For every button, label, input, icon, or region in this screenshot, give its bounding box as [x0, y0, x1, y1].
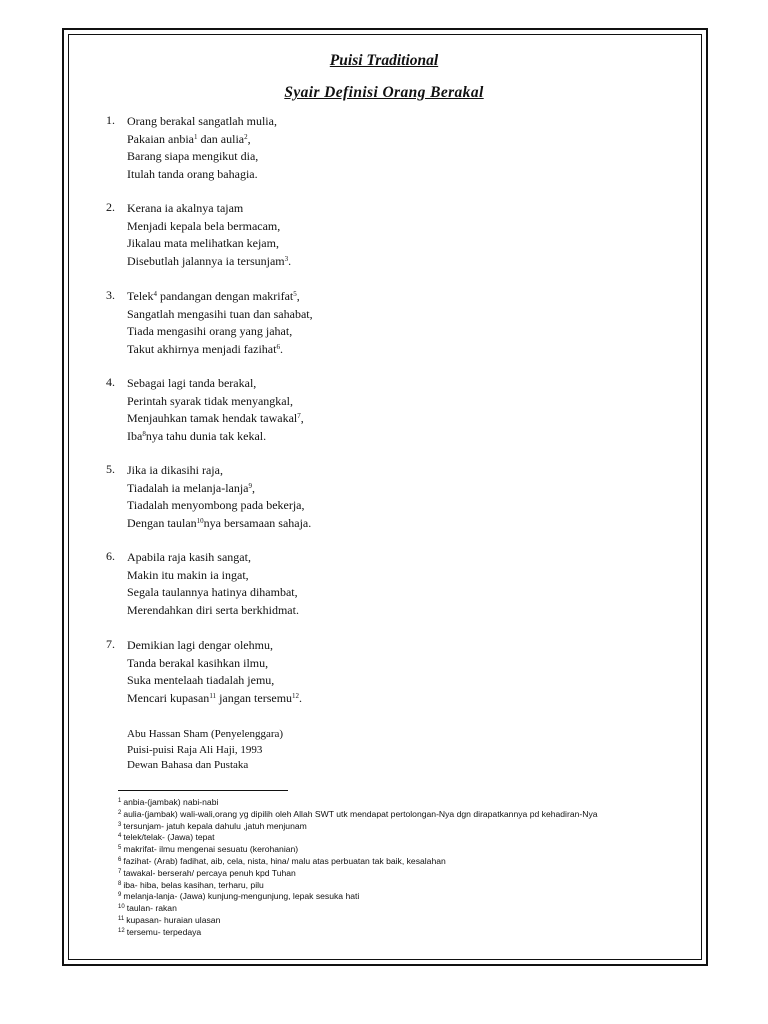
footnote-number: 3	[118, 821, 122, 828]
poem-line	[127, 515, 311, 533]
line-text: Makin itu makin ia ingat,	[127, 567, 249, 582]
footnote-text: anbia-(jambak) nabi-nabi	[123, 797, 219, 807]
footnote-marker: 7	[297, 412, 301, 421]
line-text: Sangatlah mengasihi tuan dan sahabat,	[127, 306, 313, 321]
footnote-marker: 4	[153, 290, 157, 298]
line-text: Menjadi kepala bela bermacam,	[127, 218, 281, 233]
line-text: Barang siapa mengikut dia,	[127, 149, 259, 164]
footnote-number: 9	[118, 892, 122, 899]
line-text: Mencari kupasan	[127, 690, 210, 705]
footnote-text: melanja-lanja- (Jawa) kunjung-mengunjung, lepak sesuka hati	[123, 891, 360, 902]
stanza-number: 1.	[106, 113, 115, 127]
footnote-text: tawakal- berserah/ percaya penuh kpd Tuhan	[123, 867, 296, 878]
footnote-item	[118, 927, 598, 939]
line-text: Kerana ia akalnya tajam	[127, 201, 244, 215]
footnote-marker: 6	[276, 342, 280, 351]
footnote-marker: 1	[193, 132, 198, 141]
line-text: nya tahu dunia tak kekal.	[145, 428, 267, 443]
stanza-number: 3.	[106, 288, 115, 302]
stanza-lines	[127, 288, 313, 358]
footnotes	[118, 797, 598, 939]
document-title: Puisi Traditional	[329, 52, 439, 69]
poem-line	[127, 672, 302, 690]
footnote-item	[118, 868, 598, 880]
footnote-item	[118, 856, 598, 868]
stanza-lines	[127, 200, 291, 270]
footnote-item	[118, 880, 598, 892]
poem-line	[127, 410, 304, 428]
stanza-number: 7.	[106, 637, 115, 651]
line-text: ,	[252, 480, 256, 495]
poem-line	[127, 218, 291, 236]
poem-line	[127, 235, 291, 253]
poem-line	[127, 148, 277, 166]
footnote-number: 11	[118, 915, 125, 922]
poem-line	[127, 584, 299, 602]
poem-line	[127, 113, 277, 131]
footnote-item	[118, 832, 598, 844]
line-text: Telek	[127, 289, 154, 303]
footnote-number: 4	[118, 833, 122, 840]
stanza-lines	[127, 637, 302, 707]
line-text: Apabila raja kasih sangat,	[127, 550, 251, 564]
poem-line	[127, 341, 313, 359]
line-text: jangan tersemu	[216, 690, 293, 705]
line-text: Tiada mengasihi orang yang jahat,	[127, 324, 293, 339]
poem-line	[127, 497, 311, 515]
line-text: Tiadalah ia melanja-lanja	[127, 480, 249, 495]
poem-line	[127, 323, 313, 341]
poem-line	[127, 253, 291, 271]
line-text: Itulah tanda orang bahagia.	[127, 166, 258, 181]
poem-line	[127, 200, 291, 218]
source-publisher: Dewan Bahasa dan Pustaka	[127, 759, 249, 771]
line-text: .	[288, 253, 292, 268]
footnote-number: 8	[118, 880, 122, 887]
stanza-number: 2.	[106, 200, 115, 214]
footnote-number: 1	[118, 798, 122, 804]
poem-line	[127, 480, 311, 498]
line-text: pandangan dengan makrifat	[156, 289, 294, 303]
footnote-number: 5	[118, 845, 122, 852]
source-editor: Abu Hassan Sham (Penyelenggara)	[127, 728, 284, 740]
footnote-item	[118, 891, 598, 903]
line-text: .	[279, 341, 283, 356]
line-text: Tanda berakal kasihkan ilmu,	[127, 655, 269, 670]
line-text: Perintah syarak tidak menyangkal,	[127, 393, 293, 408]
poem-line	[127, 375, 304, 393]
footnote-item	[118, 797, 598, 809]
poem-line	[127, 549, 299, 567]
line-text: Disebutlah jalannya ia tersunjam	[127, 253, 285, 268]
poem-line	[127, 306, 313, 324]
line-text: ,	[300, 411, 304, 426]
poem-line	[127, 567, 299, 585]
line-text: dan aulia	[197, 131, 245, 146]
poem-line	[127, 602, 299, 620]
footnote-item	[118, 903, 598, 915]
line-text: Dengan taulan	[127, 515, 197, 530]
line-text: Pakaian anbia	[127, 131, 194, 146]
line-text: .	[299, 690, 303, 705]
poem-line	[127, 393, 304, 411]
footnote-item	[118, 844, 598, 856]
line-text: Sebagai lagi tanda berakal,	[127, 376, 257, 390]
stanza-lines	[127, 113, 277, 183]
poem-line	[127, 428, 304, 446]
poem-line	[127, 637, 302, 655]
stanza-lines	[127, 375, 304, 445]
footnote-item	[118, 809, 598, 821]
line-text: Merendahkan diri serta berkhidmat.	[127, 602, 299, 617]
footnote-number: 6	[118, 856, 122, 863]
source-citation	[127, 727, 283, 774]
footnote-marker: 5	[293, 290, 297, 298]
footnote-marker: 10	[196, 516, 204, 525]
footnote-item	[118, 821, 598, 833]
footnote-number: 2	[118, 809, 122, 816]
source-book: Puisi-puisi Raja Ali Haji, 1993	[127, 743, 263, 756]
footnote-text: aulia-(jambak) wali-wali,orang yg dipilih oleh Allah SWT utk mendapat pertolongan-Nya dgn dirapatkannya pd kehadiran-Nya	[123, 808, 598, 819]
line-text: ,	[247, 131, 251, 146]
footnote-text: taulan- rakan	[126, 903, 177, 914]
line-text: Takut akhirnya menjadi fazihat	[127, 341, 277, 356]
poem-line	[127, 690, 302, 708]
footnote-marker: 12	[292, 691, 300, 700]
line-text: Suka mentelaah tiadalah jemu,	[127, 673, 275, 688]
footnote-number: 12	[118, 927, 125, 934]
footnote-marker: 2	[244, 132, 248, 141]
footnote-separator	[118, 790, 288, 791]
footnote-marker: 9	[248, 481, 253, 490]
footnote-text: makrifat- ilmu mengenai sesuatu (kerohanian)	[123, 844, 299, 855]
footnote-text: tersunjam- jatuh kepala dahulu ,jatuh menjunam	[123, 820, 307, 831]
stanza-lines	[127, 462, 311, 532]
line-text: Demikian lagi dengar olehmu,	[127, 638, 273, 652]
line-text: ,	[296, 289, 300, 303]
poem-title: Syair Definisi Orang Berakal	[284, 84, 484, 101]
poem-line	[127, 462, 311, 480]
footnote-text: iba- hiba, belas kasihan, terharu, pilu	[123, 879, 264, 890]
line-text: Jikalau mata melihatkan kejam,	[127, 236, 279, 251]
stanza-number: 6.	[106, 549, 115, 563]
line-text: Segala taulannya hatinya dihambat,	[127, 585, 298, 600]
footnote-number: 10	[118, 904, 125, 911]
footnote-item	[118, 915, 598, 927]
line-text: Orang berakal sangatlah mulia,	[127, 114, 277, 128]
poem-line	[127, 131, 277, 149]
footnote-number: 7	[118, 868, 122, 875]
footnote-text: fazihat- (Arab) fadihat, aib, cela, nista, hina/ malu atas perbuatan tak baik, kesalahan	[123, 855, 446, 866]
line-text: Menjauhkan tamak hendak tawakal	[127, 411, 298, 426]
footnote-marker: 3	[284, 254, 289, 263]
line-text: Tiadalah menyombong pada bekerja,	[127, 498, 305, 513]
footnote-text: kupasan- huraian ulasan	[126, 914, 221, 925]
footnote-text: tersemu- terpedaya	[126, 926, 202, 937]
stanza-lines	[127, 549, 299, 619]
stanza-number: 5.	[106, 462, 115, 476]
line-text: nya bersamaan sahaja.	[203, 515, 312, 530]
line-text: Jika ia dikasihi raja,	[127, 463, 223, 477]
poem-line	[127, 288, 313, 306]
footnote-marker: 11	[209, 691, 217, 700]
footnote-marker: 8	[142, 429, 146, 438]
stanza-number: 4.	[106, 375, 115, 389]
poem-line	[127, 655, 302, 673]
line-text: Iba	[127, 428, 143, 443]
poem-line	[127, 166, 277, 184]
footnote-text: telek/telak- (Jawa) tepat	[123, 832, 215, 843]
